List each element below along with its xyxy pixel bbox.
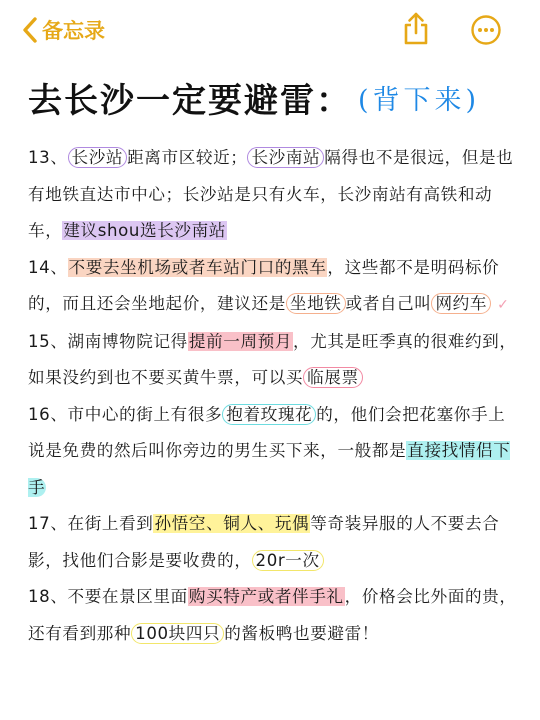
tip-18-circled-price: 100块四只	[131, 623, 224, 644]
tip-14	[28, 250, 518, 324]
tip-13-text: 隔得也不是很远，但是也有地铁直达市中心；长沙站是只有火车，长沙南站有高铁和动车，	[28, 148, 514, 240]
back-button[interactable]	[22, 12, 105, 48]
tip-14-circled-ride-hailing: 网约车	[431, 293, 491, 314]
tip-13-circled-changsha-south-station: 长沙南站	[247, 147, 324, 168]
tip-16-text: 的，他们会把花塞你手上说是免费的然后叫你旁边的男生买下来，一般都是	[28, 404, 506, 460]
tip-18-highlight: 购买特产或者伴手礼	[188, 587, 344, 606]
tip-16	[28, 397, 518, 507]
tip-15-highlight: 提前一周预月	[188, 331, 293, 351]
tip-17-highlight: 孙悟空、铜人、玩偶	[154, 514, 310, 533]
tip-16-highlight: 直接找情侣下手	[28, 441, 511, 497]
tip-17-circled-price: 20r一次	[252, 550, 324, 571]
tip-13-circled-changsha-station: 长沙站	[68, 147, 128, 168]
tip-15-text: 15、湖南博物院记得	[28, 331, 188, 351]
tip-13-text: 距离市区较近；	[127, 148, 248, 167]
share-icon[interactable]	[401, 12, 431, 46]
tip-13-text: 13、	[28, 148, 68, 167]
tip-17	[28, 506, 518, 579]
chevron-left-icon	[22, 16, 38, 44]
tip-16-circled-roses: 抱着玫瑰花	[222, 404, 316, 425]
tip-18-text: 的酱板鸭也要避雷！	[224, 623, 379, 643]
tip-15	[28, 324, 518, 397]
back-label: 备忘录	[42, 19, 105, 43]
title-handwritten-note: (背下来)	[358, 84, 481, 116]
note-title: 去长沙一定要避雷：	[28, 80, 352, 121]
tip-14-text: 14、	[28, 257, 68, 277]
note-title-row	[28, 72, 528, 122]
tip-14-circled-metro: 坐地铁	[286, 293, 346, 314]
tip-14-text: ，这些都不是明码标价的，而且还会坐地起价，建议还是	[28, 257, 500, 313]
navigation-bar	[0, 0, 540, 62]
tip-18	[28, 579, 518, 652]
tip-17-text: 17、在街上看到	[28, 514, 154, 533]
tip-14-highlight: 不要去坐机场或者车站门口的黑车	[68, 257, 327, 277]
tip-13-highlight: 建议shou选长沙南站	[63, 221, 226, 240]
tip-16-text: 16、市中心的街上有很多	[28, 404, 223, 424]
tip-14-text: 或者自己叫	[345, 294, 432, 313]
tip-18-text: ，价格会比外面的贵，还有看到那种	[28, 587, 517, 643]
tip-18-text: 18、不要在景区里面	[28, 587, 188, 606]
note-body	[28, 140, 518, 652]
tip-15-circled-exhibition-ticket: 临展票	[303, 367, 363, 388]
tip-17-text: 等奇装异服的人不要去合影，找他们合影是要收费的，	[28, 514, 500, 570]
check-mark-icon: ✓	[497, 297, 510, 313]
more-icon[interactable]	[470, 14, 502, 46]
tip-13	[28, 140, 518, 250]
tip-15-text: ，尤其是旺季真的很难约到，如果没约到也不要买黄牛票，可以买	[28, 331, 517, 387]
